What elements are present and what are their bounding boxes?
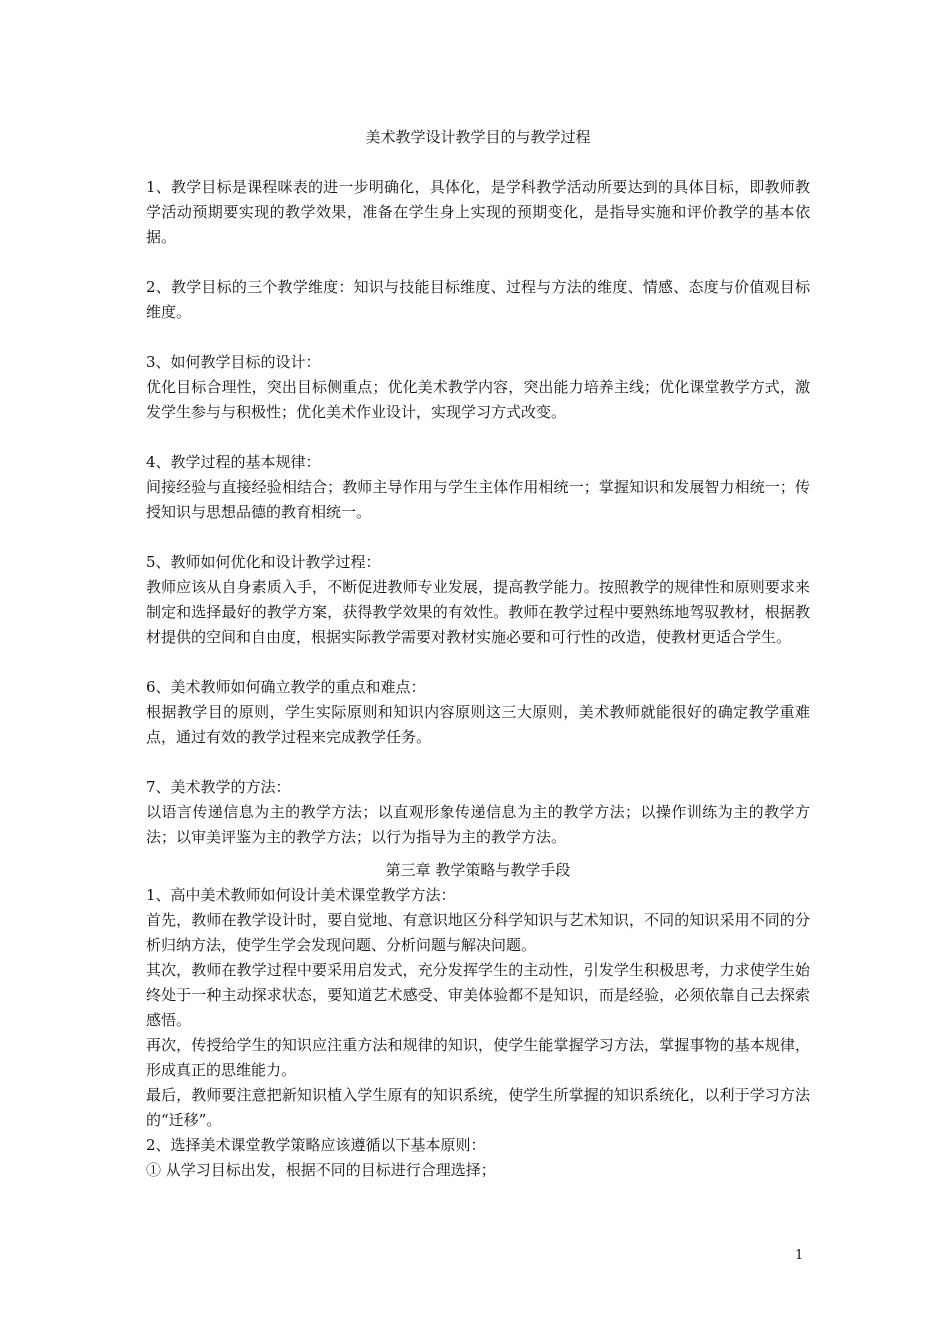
blank-line (146, 650, 810, 675)
section-4-body: 间接经验与直接经验相结合；教师主导作用与学生主体作用相统一；掌握知识和发展智力相统一；传授知识与思想品德的教育相统一。 (146, 478, 810, 521)
blank-line (146, 325, 810, 350)
section-6-heading: 6、美术教师如何确立教学的重点和难点： (146, 678, 426, 696)
document-title: 美术教学设计教学目的与教学过程 (365, 128, 591, 146)
blank-line (146, 250, 810, 275)
chapter-paragraph: 最后，教师要注意把新知识植入学生原有的知识系统，使学生所掌握的知识系统化，以利于学习方法的“迁移”。 (146, 1086, 810, 1129)
blank-line (146, 525, 810, 550)
chapter-paragraph: ① 从学习目标出发，根据不同的目标进行合理选择； (146, 1161, 496, 1179)
chapter-paragraph: 再次，传授给学生的知识应注重方法和规律的知识，使学生能掌握学习方法，掌握事物的基本规律，形成真正的思维能力。 (146, 1036, 810, 1079)
section-7-heading: 7、美术教学的方法： (146, 778, 291, 796)
section-1-text: 1、教学目标是课程咪表的进一步明确化，具体化，是学科教学活动所要达到的具体目标，即教师教学活动预期要实现的教学效果，准备在学生身上实现的预期变化，是指导实施和评价教学的基本依据。 (146, 178, 810, 246)
blank-line (146, 750, 810, 775)
chapter-paragraph: 其次，教师在教学过程中要采用启发式，充分发挥学生的主动性，引发学生积极思考，力求使学生始终处于一种主动探求状态，要知道艺术感受、审美体验都不是知识，而是经验，必须依靠自己去探索感悟。 (146, 961, 810, 1029)
blank-line (146, 425, 810, 450)
section-7-body: 以语言传递信息为主的教学方法；以直观形象传递信息为主的教学方法；以操作训练为主的教学方法；以审美评鉴为主的教学方法；以行为指导为主的教学方法。 (146, 803, 810, 846)
section-2-text: 2、教学目标的三个教学维度：知识与技能目标维度、过程与方法的维度、情感、态度与价值观目标维度。 (146, 278, 810, 321)
document-page (146, 125, 810, 1183)
chapter-paragraph: 首先，教师在教学设计时，要自觉地、有意识地区分科学知识与艺术知识，不同的知识采用不同的分析归纳方法，使学生学会发现问题、分析问题与解决问题。 (146, 911, 810, 954)
section-5-heading: 5、教师如何优化和设计教学过程： (146, 553, 381, 571)
section-3-body: 优化目标合理性，突出目标侧重点；优化美术教学内容，突出能力培养主线；优化课堂教学方式，激发学生参与与积极性；优化美术作业设计，实现学习方式改变。 (146, 378, 810, 421)
section-3-heading: 3、如何教学目标的设计： (146, 353, 321, 371)
section-4-heading: 4、教学过程的基本规律： (146, 453, 321, 471)
blank-line (146, 150, 810, 175)
page-number: 1 (795, 1248, 804, 1263)
chapter-paragraph: 1、高中美术教师如何设计美术课堂教学方法： (146, 886, 456, 904)
section-6-body: 根据教学目的原则，学生实际原则和知识内容原则这三大原则，美术教师就能很好的确定教学重难点，通过有效的教学过程来完成教学任务。 (146, 703, 810, 746)
chapter-paragraph: 2、选择美术课堂教学策略应该遵循以下基本原则： (146, 1136, 486, 1154)
chapter-title: 第三章 教学策略与教学手段 (385, 861, 571, 879)
section-5-body: 教师应该从自身素质入手，不断促进教师专业发展，提高教学能力。按照教学的规律性和原则要求来制定和选择最好的教学方案，获得教学效果的有效性。教师在教学过程中要熟练地驾驭教材，根据教材提供的空间和自由度，根据实际教学需要对教材实施必要和可行性的改造，使教材更适合学生。 (146, 578, 810, 646)
